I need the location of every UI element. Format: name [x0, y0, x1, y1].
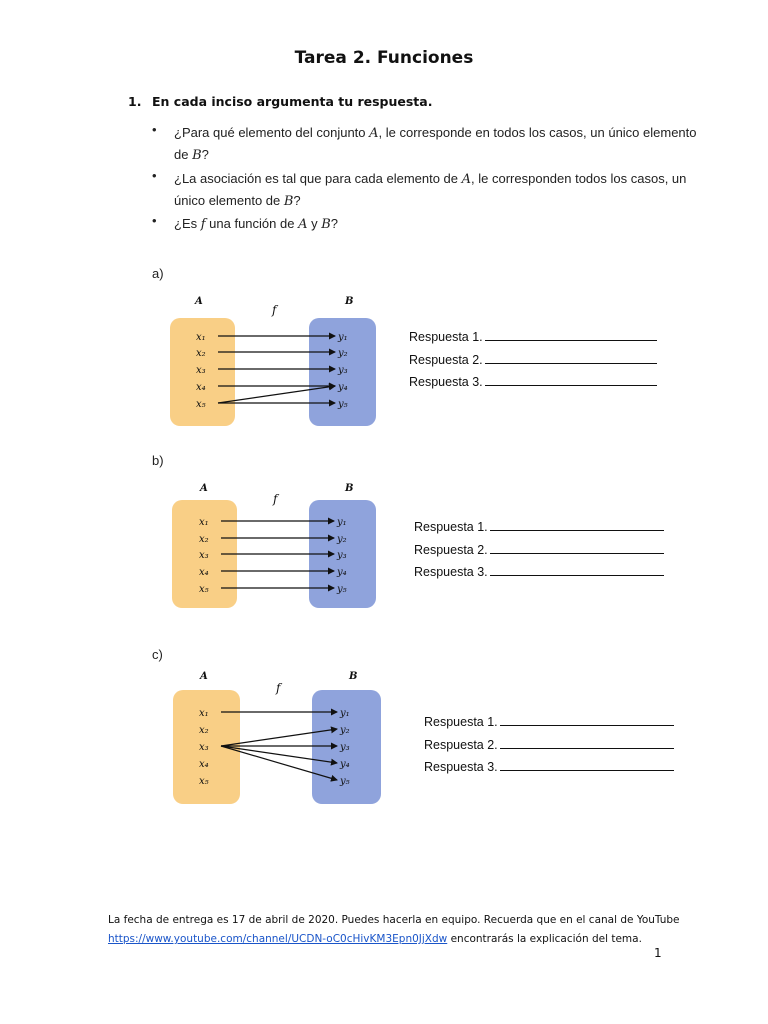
codomain-element: y₅: [340, 776, 350, 787]
page-number: 1: [654, 946, 662, 960]
bullet-dot: •: [152, 213, 157, 228]
set-a-label: A: [195, 296, 203, 307]
footer-line-2: [108, 930, 680, 949]
answer-row: [414, 519, 664, 542]
question-text: En cada inciso argumenta tu respuesta.: [152, 94, 433, 109]
answer-blank-line[interactable]: [485, 352, 657, 364]
domain-element: x₄: [199, 567, 209, 578]
answer-row: [409, 352, 657, 375]
bullet-text: , le corresponden todos los casos, un: [471, 171, 687, 186]
answer-blank-line[interactable]: [485, 374, 657, 386]
codomain-element: y₂: [337, 534, 347, 545]
answer-blank-line[interactable]: [490, 519, 664, 531]
domain-element: x₃: [196, 365, 206, 376]
answer-blank-line[interactable]: [490, 564, 664, 576]
set-a-label: A: [200, 483, 208, 494]
answer-row: [424, 714, 674, 737]
codomain-element: y₁: [338, 332, 348, 343]
answers-part-c: [424, 714, 674, 782]
set-b-label: B: [349, 671, 358, 682]
answer-label: Respuesta 3.: [424, 760, 498, 774]
answer-blank-line[interactable]: [490, 542, 664, 554]
bullet-text: ¿La asociación es tal que para cada elemento de: [174, 171, 462, 186]
answer-blank-line[interactable]: [485, 329, 657, 341]
bullet-text: ¿Para qué elemento del conjunto: [174, 125, 370, 140]
answer-label: Respuesta 2.: [414, 542, 488, 557]
codomain-element: y₅: [337, 584, 347, 595]
bullet-text: ¿Es: [174, 216, 201, 231]
bullet-text: una función de: [205, 216, 299, 231]
domain-element: x₅: [199, 776, 209, 787]
bullet-text: , le corresponde en todos los casos, un único elemento: [378, 125, 697, 140]
domain-element: x₃: [199, 742, 209, 753]
answer-row: [409, 374, 657, 397]
var-b: B: [321, 217, 331, 232]
domain-element: x₁: [196, 332, 206, 343]
domain-element: x₅: [199, 584, 209, 595]
domain-element: x₂: [196, 348, 206, 359]
codomain-element: y₅: [338, 399, 348, 410]
answer-row: [409, 329, 657, 352]
domain-element: x₅: [196, 399, 206, 410]
function-label: f: [272, 303, 277, 317]
codomain-element: y₃: [340, 742, 350, 753]
set-b-label: B: [345, 296, 354, 307]
question-number: 1.: [128, 94, 142, 109]
var-a: A: [461, 172, 472, 187]
answer-label: Respuesta 1.: [414, 520, 488, 534]
codomain-element: y₃: [338, 365, 348, 376]
codomain-element: y₁: [337, 517, 347, 528]
footer-line-1: La fecha de entrega es 17 de abril de 2020. Puedes hacerla en equipo. Recuerda que en el canal de YouTube: [108, 914, 680, 926]
answers-part-b: [414, 519, 664, 587]
function-label: f: [276, 681, 281, 695]
part-label-c: c): [152, 647, 163, 662]
domain-element: x₄: [196, 382, 206, 393]
codomain-element: y₂: [338, 348, 348, 359]
var-a: A: [298, 217, 308, 232]
bullet-text: ?: [330, 216, 338, 231]
answer-row: [414, 564, 664, 587]
var-f: f: [200, 217, 206, 232]
answer-label: Respuesta 2.: [409, 352, 483, 367]
document-title: Tarea 2. Funciones: [294, 48, 474, 68]
domain-element: x₂: [199, 725, 209, 736]
bullet-text: ?: [201, 147, 209, 162]
answer-label: Respuesta 2.: [424, 737, 498, 752]
bullet-text: de: [174, 147, 193, 162]
youtube-link[interactable]: https://www.youtube.com/channel/UCDN-oC0cHivKM3Epn0JjXdw: [108, 933, 448, 945]
domain-element: x₂: [199, 534, 209, 545]
answer-blank-line[interactable]: [500, 737, 674, 749]
domain-element: x₃: [199, 550, 209, 561]
codomain-element: y₁: [340, 708, 350, 719]
footer-note: [108, 911, 680, 949]
domain-element: x₄: [199, 759, 209, 770]
domain-element: x₁: [199, 517, 209, 528]
set-b-label: B: [345, 483, 354, 494]
domain-element: x₁: [199, 708, 209, 719]
part-label-a: a): [152, 266, 164, 281]
codomain-element: y₄: [340, 759, 350, 770]
var-b: B: [192, 148, 202, 163]
codomain-element: y₃: [337, 550, 347, 561]
codomain-element: y₂: [340, 725, 350, 736]
answer-row: [424, 759, 674, 782]
part-label-b: b): [152, 453, 164, 468]
var-a: A: [369, 126, 379, 141]
answer-blank-line[interactable]: [500, 759, 674, 771]
answer-row: [424, 737, 674, 760]
answers-part-a: [409, 329, 657, 397]
bullet-text: ?: [293, 193, 301, 208]
answer-label: Respuesta 3.: [414, 565, 488, 579]
var-b: B: [283, 194, 294, 209]
answer-blank-line[interactable]: [500, 714, 674, 726]
bullet-text: único elemento de: [174, 193, 284, 208]
codomain-element: y₄: [337, 567, 347, 578]
bullet-dot: •: [152, 122, 157, 137]
set-a-label: A: [200, 671, 208, 682]
bullet-text: y: [307, 216, 322, 231]
footer-line-2-text: encontrarás la explicación del tema.: [447, 933, 642, 945]
answer-label: Respuesta 1.: [409, 330, 483, 344]
function-label: f: [273, 492, 278, 506]
codomain-element: y₄: [338, 382, 348, 393]
bullet-dot: •: [152, 168, 157, 183]
answer-label: Respuesta 3.: [409, 375, 483, 389]
answer-row: [414, 542, 664, 565]
answer-label: Respuesta 1.: [424, 715, 498, 729]
